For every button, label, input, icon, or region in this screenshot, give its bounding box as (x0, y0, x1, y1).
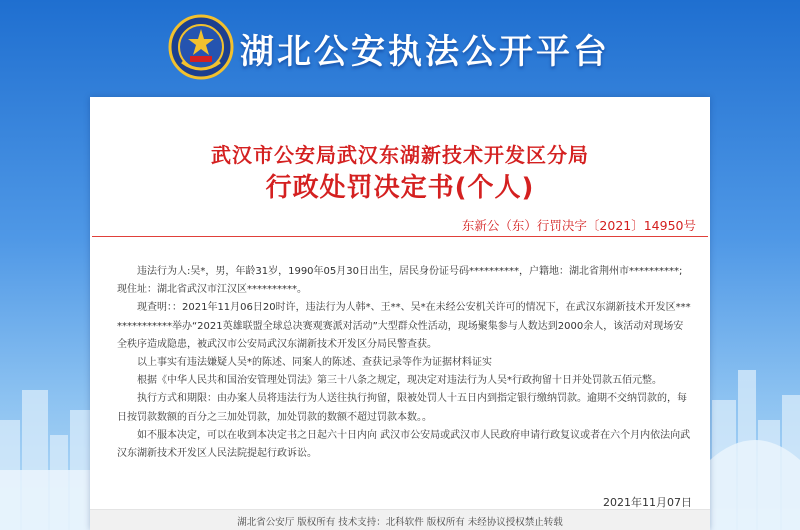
footer (90, 509, 710, 530)
title-divider (92, 236, 708, 237)
paragraph-execution: 执行方式和期限：由办案人员将违法行为人送往执行拘留，限被处罚人十五日内到指定银行缴纳罚款。逾期不交纳罚款的，每日按罚款数额的百分之三加处罚款，加处罚款的数额不超过罚款本数。。 (117, 393, 687, 423)
paragraph-decision: 根据《中华人民共和国治安管理处罚法》第三十八条之规定，现决定对违法行为人吴*行政拘留十日并处罚款五佰元整。 (137, 375, 662, 387)
document-title: 行政处罚决定书(个人) (265, 173, 535, 203)
issuing-organization: 武汉市公安局武汉东湖新技术开发区分局 (211, 143, 589, 167)
site-header (0, 0, 800, 95)
police-emblem-icon (168, 14, 234, 80)
paragraph-findings: 现查明：：2021年11月06日20时许，违法行为人韩*、王**、吴*在未经公安机关许可的情况下，在武汉东湖新技术开发区**************举办“2021英雄联盟全球总决赛观赛派对活动”大型群众性活动，现场聚集参与人数达到2000余人，该活动对现场安全秩序造成隐患，被武汉市公安局武汉东湖新技术开发区分局民警查获。 (117, 302, 691, 350)
paragraph-appeal: 如不服本决定，可以在收到本决定书之日起六十日内向 武汉市公安局或武汉市人民政府申请行政复议或者在六个月内依法向武汉东湖新技术开发区人民法院提起行政诉讼。 (117, 429, 691, 460)
paragraph-offender-info: 违法行为人:吴*，男，年龄31岁，1990年05月30日出生，居民身份证号码**********，户籍地：湖北省荆州市**********;现住址：湖北省武汉市江汉区**********。 (117, 266, 683, 296)
copyright-text: 湖北省公安厅 版权所有 技术支持：北科软件 版权所有 未经协议授权禁止转载 (237, 517, 563, 528)
document-date: 2021年11月07日 (603, 496, 692, 509)
document-number: 东新公（东）行罚决字〔2021〕14950号 (461, 218, 696, 233)
penalty-decision-document (90, 97, 710, 530)
paragraph-evidence: 以上事实有违法嫌疑人吴*的陈述、同案人的陈述、查获记录等作为证据材料证实 (137, 357, 492, 369)
document-body (117, 263, 691, 463)
site-title: 湖北公安执法公开平台 (240, 32, 610, 72)
